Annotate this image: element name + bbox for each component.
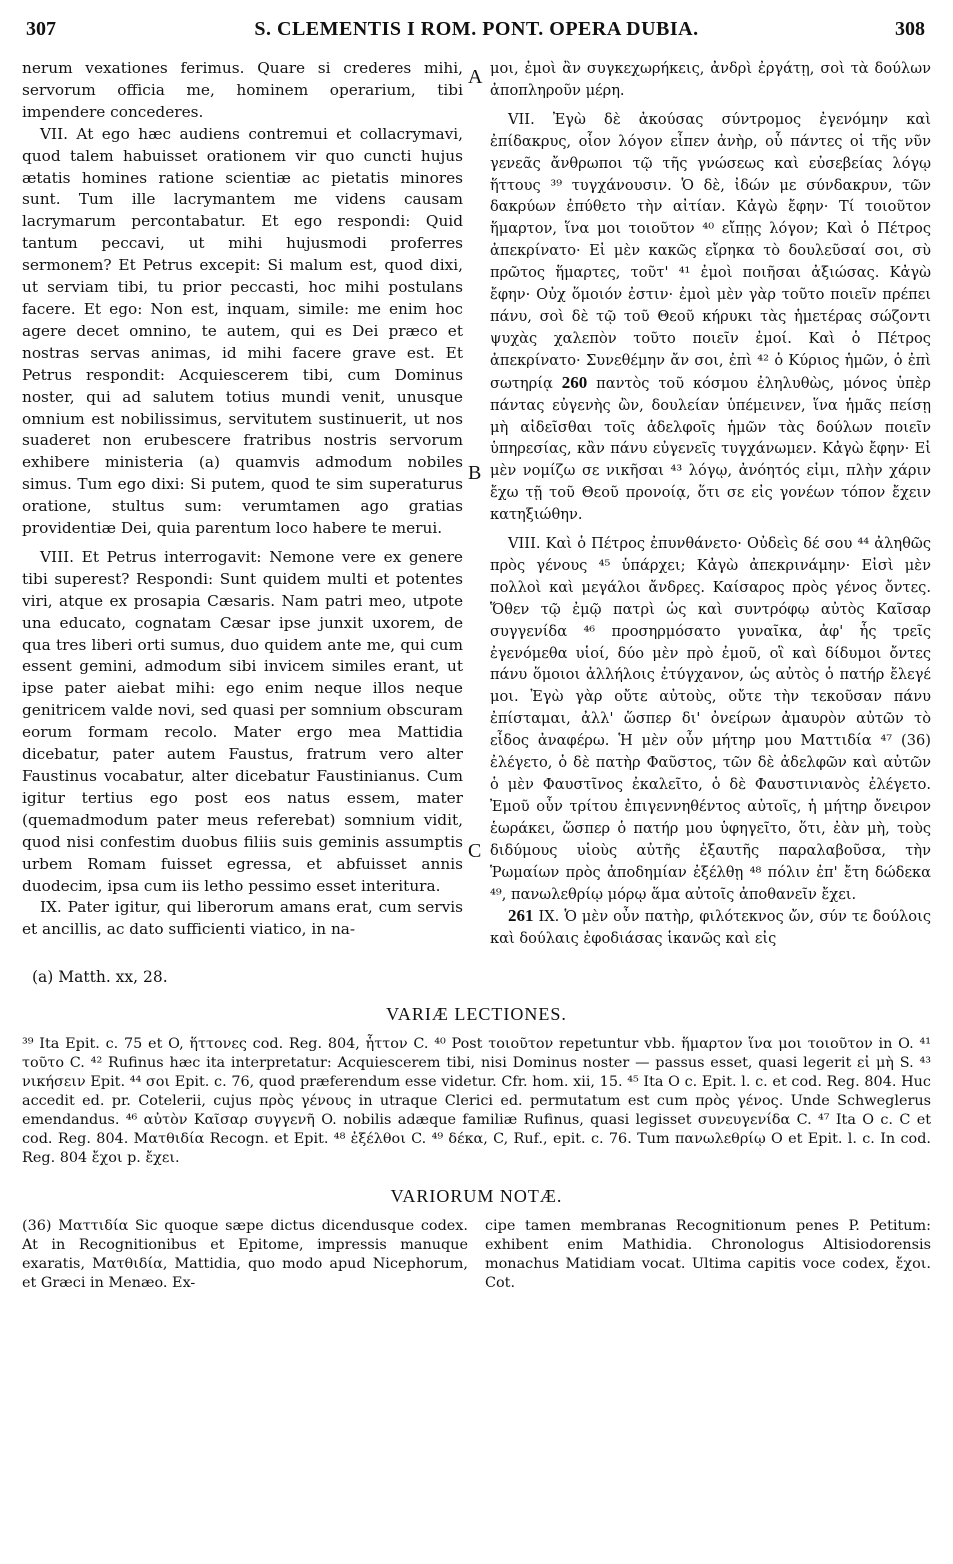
variae-lectiones-title: VARIÆ LECTIONES.	[386, 1004, 567, 1025]
greek-column	[490, 58, 931, 950]
variorum-notae	[22, 1217, 931, 1293]
column-number: 261	[508, 906, 534, 926]
latin-column	[22, 58, 463, 950]
running-title: S. CLEMENTIS I ROM. PONT. OPERA DUBIA.	[254, 18, 699, 40]
greek-text: VII. Ἐγὼ δὲ ἀκούσας σύντρομος ἐγενόμην καὶ ἐπίδακρυς, οἷον λόγον εἶπεν ἀνὴρ, οὗ πάντες οἱ τῆς νῦν γενεᾶς ἄνθρωποι τῷ τῆς γνώσεως καὶ εὐσεβείας λόγῳ ἥττους ³⁹ τυγχάνουσιν. Ὁ δὲ, ἰδών με σύνδακρυν, τῶν δακρύων ἐπύθετο τὴν αἰτίαν. Κἀγὼ ἔφην· Τί τοιοῦτον ἥμαρτον, ἵνα μοι τοιοῦτον ⁴⁰ εἴπῃς λόγον; Καὶ ὁ Πέτρος ἀπεκρίνατο· Εἰ μὲν κακῶς εἴρηκα τὸ δουλεῦσαί σοι, σὺ πρῶτος ἥμαρτες, τοῦτ' ⁴¹ ἐμοὶ ποιῆσαι ἀξιώσας. Κἀγὼ ἔφην· Οὐχ ὅμοιόν ἐστιν· ἐμοὶ μὲν γὰρ τοῦτο ποιεῖν πρέπει πάνυ, σοὶ δὲ τῷ τοῦ Θεοῦ κήρυκι τὰς ἡμετέρας σώζοντι ψυχὰς χαλεπὸν τοῦτο ποιεῖν ἐμοί. Καὶ ὁ Πέτρος ἀπεκρίνατο· Συνεθέμην ἄν σοι, ἐπὶ ⁴² ὁ Κύριος ἡμῶν, ὁ ἐπὶ σωτηρίᾳ	[490, 110, 931, 392]
main-columns	[22, 58, 931, 950]
greek-paragraph: μοι, ἐμοὶ ἂν συγκεχωρήκεις, ἀνδρὶ ἐργάτῃ, σοὶ τὰ δούλων ἀποπληροῦν μέρη.	[490, 60, 931, 99]
margin-marker-a: A	[468, 66, 483, 88]
notae-right-column: cipe tamen membranas Recognitionum penes P. Petitum: exhibent enim Mathidia. Chronologus Altisiodorensis monachus Matidiam vocat. Ultima capitis voce codex, ἔχοι. Cot.	[485, 1218, 931, 1292]
greek-text: IX. Ὁ μὲν οὖν πατὴρ, φιλότεκνος ὤν, σύν τε δούλοις καὶ δούλαις ἐφοδιάσας ἱκανῶς καὶ εἰς	[490, 908, 931, 948]
latin-paragraph: nerum vexationes ferimus. Quare si crederes mihi, servorum officia me, hominem operarium, tibi impendere concederes.	[22, 59, 463, 121]
greek-text: παντὸς τοῦ κόσμου ἐληλυθὼς, μόνος ὑπὲρ πάντας εὐγενὴς ὢν, δουλείαν ὑπέμεινεν, ἵνα ἡμᾶς πείσῃ μὴ αἰδεῖσθαι τοῖς ἀδελφοῖς ἡμῶν τὰς δούλων ποιεῖν ὑπηρεσίας, κἂν πάνυ εὐγενεῖς τυγχάνωμεν. Κἀγὼ ἔφην· Εἰ μὲν νομίζω σε νικῆσαι ⁴³ λόγῳ, ἀνόητός εἰμι, πλὴν χάριν ἔχω τῇ τοῦ Θεοῦ προνοίᾳ, ὅτι σε εἰς γονέων τόπον ἔχειν κατηξιώθην.	[490, 374, 932, 524]
latin-paragraph-vii: VII. At ego hæc audiens contremui et collacrymavi, quod talem habuisset orationem vir quo cuncti hujus ætatis homines ratione scientiæ ac pietatis minores sunt. Tum ille lacrymantem me videns causam lacrymarum percontabatur. Et ego respondi: Quid tantum peccavi, ut mihi hujusmodi proferres sermonem? Et Petrus excepit: Si malum est, quod dixi, ut serviam tibi, tu prior peccasti, hoc mihi postulans facere. Et ego: Non est, inquam, simile: me enim hoc agere decet omnino, te autem, qui es Dei præco et nostras servas animas, id mihi facere grave est. Et Petrus respondit: Acquiescerem tibi, cum Dominus noster, qui ad salutem totius mundi venit, unusque omnium est nobilissimus, servitutem sustinuerit, ut nos suaderet non erubescere fratribus nostris servorum exhibere ministeria (a) quamvis admodum nobiles simus. Tum ego dixi: Si putem, quod te sim superaturus oratione, stultus sum: verumtamen ago gratias providentiæ Dei, quia parentum loco habere te merui.	[22, 124, 463, 538]
page-header	[22, 14, 931, 44]
footnote: (a) Matth. xx, 28.	[32, 968, 168, 987]
margin-marker-c: C	[468, 840, 482, 862]
greek-paragraph-vii	[490, 109, 931, 526]
latin-paragraph-ix: IX. Pater igitur, qui liberorum amans erat, cum servis et ancillis, ac dato sufficienti viatico, in na-	[22, 898, 463, 939]
page-number-right: 308	[895, 18, 925, 40]
variae-lectiones-text: ³⁹ Ita Epit. c. 75 et O, ἥττονες cod. Reg. 804, ἧττον C. ⁴⁰ Post τοιοῦτον repetuntur vbb. ἥμαρτον ἵνα μοι τοιοῦτον in O. ⁴¹ τοῦτο C. ⁴² Rufinus hæc ita interpretatur: Acquiescerem tibi, nisi Dominus noster — passus esset, quasi legerit εἰ μὴ S. ⁴³ νικήσειν Epit. ⁴⁴ σοι Epit. c. 76, quod præferendum esse videtur. Cfr. hom. xii, 15. ⁴⁵ Ita O c. Epit. l. c. et cod. Reg. 804. Huc accedit ed. pr. Cotelerii, cujus πρὸς γένους in utraque Clerici ed. permutatum est cum πρὸς γένος. Unde Schweglerus emendandus. ⁴⁶ αὐτὸν Καῖσαρ συγγενῆ O. nobilis adæque familiæ Rufinus, quasi legisset συνευγενίδα C. ⁴⁷ Ita O c. C et cod. Reg. 804. Ματθιδία Recogn. et Epit. ⁴⁸ ἐξέλθοι C. ⁴⁹ δέκα, C, Ruf., epit. c. 76. Tum πανωλεθρίῳ O et Epit. l. c. In cod. Reg. 804 ἔχοι p. ἔχει.	[22, 1036, 931, 1167]
notae-left-column: (36) Ματτιδία Sic quoque sæpe dictus dicendusque codex. At in Recognitionibus et Epitome, impressis manuque exaratis, Ματθιδία, Mattidia, quo modo apud Nicephorum, et Græci in Menæo. Ex-	[22, 1218, 468, 1292]
greek-paragraph-ix	[490, 905, 931, 950]
variorum-notae-title: VARIORUM NOTÆ.	[390, 1186, 563, 1207]
greek-paragraph-viii: VIII. Καὶ ὁ Πέτρος ἐπυνθάνετο· Οὐδεὶς δέ σου ⁴⁴ ἀληθῶς πρὸς γένους ⁴⁵ ὑπάρχει; Κἀγὼ ἀπεκρινάμην· Εἰσὶ μὲν πολλοὶ καὶ μεγάλοι ἄνδρες. Καίσαρος πρὸς γένος ὄντες. Ὅθεν τῷ ἐμῷ πατρὶ ὡς καὶ συντρόφῳ αὐτὸς Καῖσαρ συγγενίδα ⁴⁶ προσηρμόσατο γυναῖκα, ἀφ' ἧς τρεῖς ἐγενόμεθα υἱοί, δύο μὲν πρὸ ἐμοῦ, οἳ καὶ δίδυμοι ὄντες πάνυ ὅμοιοι ἀλλήλοις ἐτύγχανον, ὡς αὐτὸς ὁ πατήρ ἔλεγέ μοι. Ἐγὼ γὰρ οὔτε αὐτοὺς, οὔτε τὴν τεκοῦσαν πάνυ ἐπίσταμαι, ἀλλ' ὥσπερ δι' ὀνείρων ἀμαυρὸν αὐτῶν τὸ εἶδος ἀναφέρω. Ἡ μὲν οὖν μήτηρ μου Ματτιδία ⁴⁷ (36) ἐλέγετο, ὁ δὲ πατὴρ Φαῦστος, τῶν δὲ ἀδελφῶν καὶ αὐτῶν ὁ μὲν Φαυστῖνος ἐκαλεῖτο, ὁ δὲ Φαυστινιανὸς ἐλέγετο. Ἐμοῦ οὖν τρίτου ἐπιγεννηθέντος αὐτοῖς, ἡ μήτηρ ὄνειρον ἑωράκει, ὥσπερ ὁ πατήρ μου ὑφηγεῖτο, ὅτι, ἐὰν μὴ, τοὺς διδύμους υἱοὺς αὐτῆς ἐξαυτῆς παραλαβοῦσα, τὴν Ῥωμαίων πρὸς ἀποδημίαν ἐξέλθῃ ⁴⁸ πόλιν ἐπ' ἔτη δώδεκα ⁴⁹, πανωλεθρίῳ μόρῳ ἅμα αὐτοῖς ἀποθανεῖν ἔχει.	[490, 535, 931, 903]
column-number: 260	[561, 372, 588, 392]
page-number-left: 307	[26, 18, 56, 40]
latin-paragraph-viii: VIII. Et Petrus interrogavit: Nemone vere ex genere tibi superest? Respondi: Sunt quidem multi et potentes viri, atque ex prosapia Cæsaris. Nam patri meo, utpote una educato, cognatam Cæsar ipse junxit uxorem, de qua tres liberi orti sumus, duo quidem ante me, qui cum essent gemini, admodum sibi invicem similes erant, ut ipse pater aiebat mihi: ego enim neque illos neque genitricem valde novi, sed quasi per somnium obscuram eorum formam recolo. Mater ergo mea Mattidia dicebatur, pater autem Faustus, fratrum vero alter Faustinus vocabatur, alter dicebatur Faustinianus. Cum igitur tertius ego post eos natus essem, mater (quemadmodum pater meus referebat) somnium vidit, quod nisi confestim duobus filiis suis geminis assumptis urbem Romam fuisset egressa, et abfuisset annis duodecim, ipsa cum iis letho pessimo esset interitura.	[22, 547, 463, 895]
margin-marker-b: B	[468, 462, 482, 484]
